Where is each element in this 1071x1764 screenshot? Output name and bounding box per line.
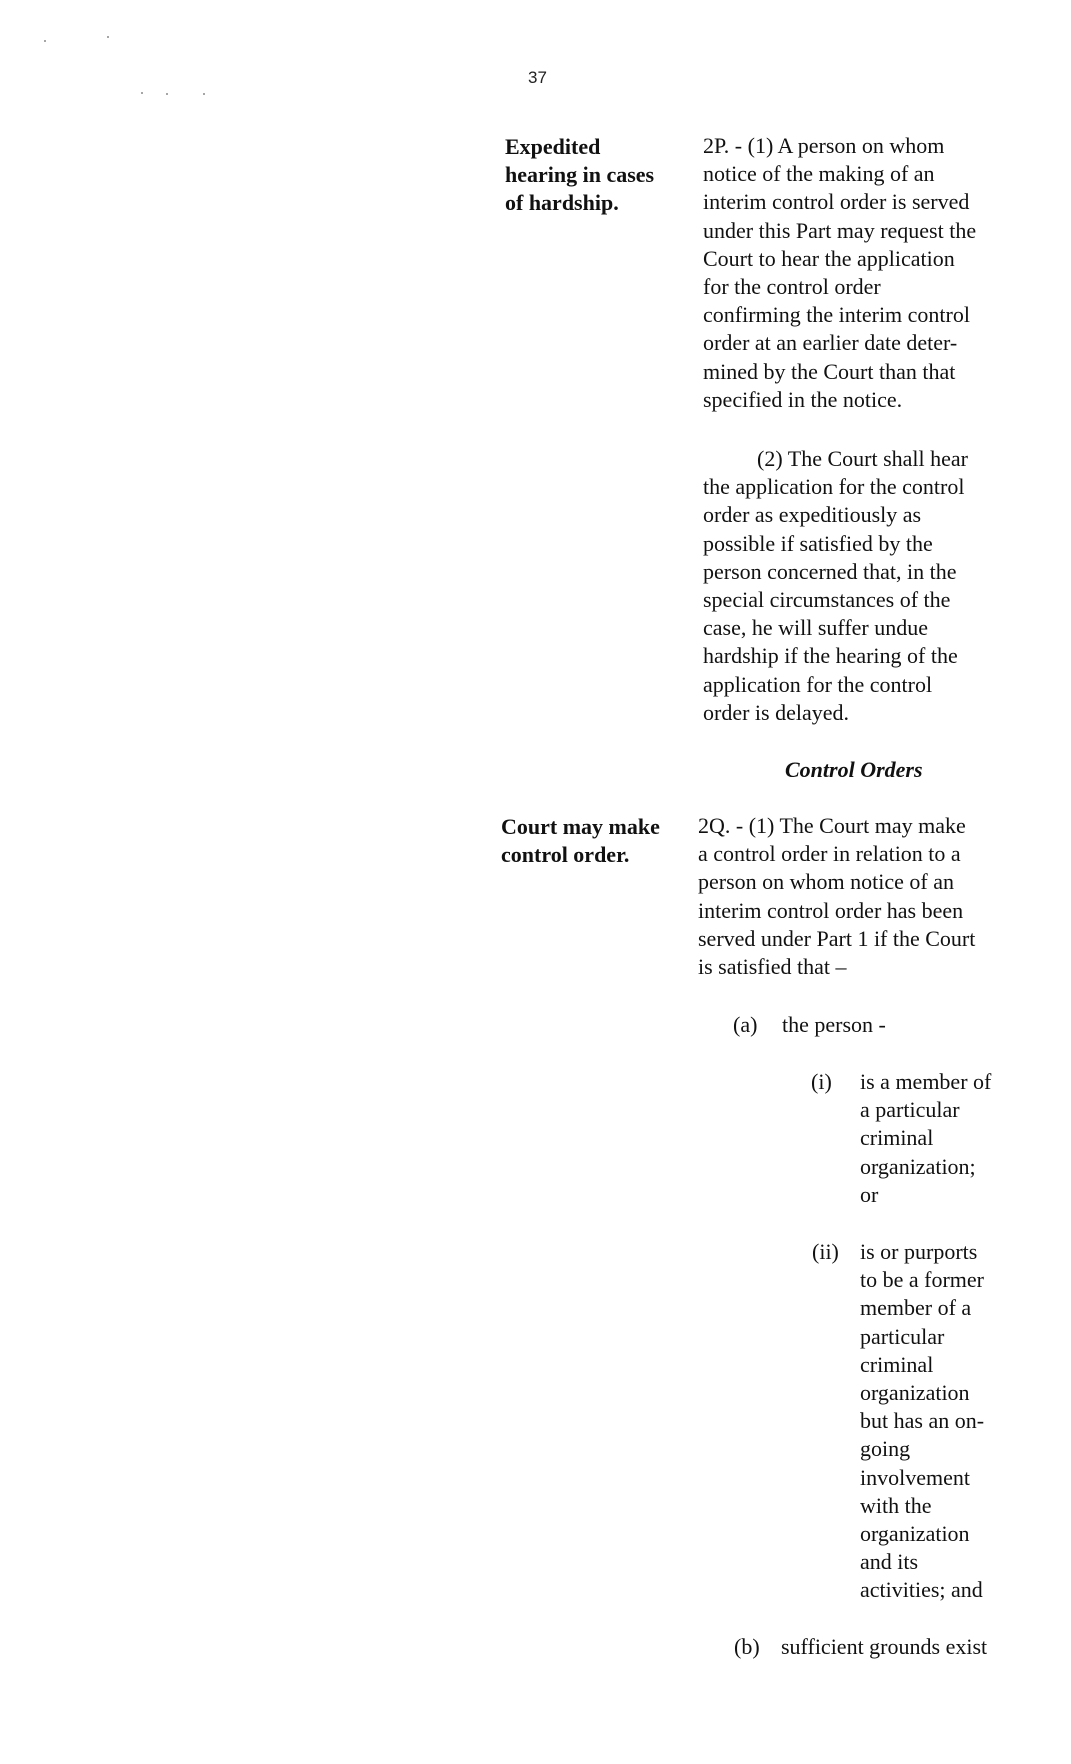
text-line: Court to hear the application: [703, 245, 955, 271]
section-2q-subsection-1: [698, 812, 975, 981]
text-line: is satisfied that –: [698, 954, 847, 980]
margin-note-court-may-make: [501, 813, 660, 869]
text-line: interim control order is served: [703, 189, 970, 215]
margin-note-line: hearing in cases: [505, 162, 655, 187]
text-line: criminal: [860, 1125, 934, 1151]
text-line: 2P. - (1) A person on whom: [703, 133, 945, 158]
scan-speck: [141, 92, 143, 94]
text-line: to be a former: [860, 1267, 984, 1293]
text-line: possible if satisfied by the: [703, 530, 933, 556]
text-line: with the: [860, 1492, 932, 1518]
scan-speck: [107, 36, 109, 38]
item-i-text: [860, 1068, 991, 1209]
text-line: a control order in relation to a: [698, 841, 961, 867]
text-line: organization: [860, 1380, 970, 1406]
text-line: but has an on-: [860, 1408, 985, 1434]
text-line: particular: [860, 1323, 945, 1349]
text-line: person concerned that, in the: [703, 558, 957, 584]
margin-note-line: Court may make: [501, 814, 660, 839]
text-line: involvement: [860, 1464, 970, 1490]
scan-speck: [44, 40, 46, 42]
scan-speck: [166, 93, 168, 95]
item-b-text: sufficient grounds exist: [781, 1634, 988, 1659]
text-line: going: [860, 1436, 911, 1462]
text-line: mined by the Court than that: [703, 358, 956, 384]
text-line: (2) The Court shall hear: [757, 446, 968, 471]
text-line: organization: [860, 1521, 970, 1547]
text-line: the application for the control: [703, 474, 965, 500]
text-line: organization;: [860, 1153, 976, 1179]
text-line: order as expeditiously as: [703, 502, 922, 528]
item-i-label: (i): [811, 1069, 832, 1094]
text-line: order is delayed.: [703, 699, 849, 725]
text-line: and its: [860, 1549, 919, 1575]
item-ii-text: [860, 1238, 984, 1605]
text-line: for the control order: [703, 274, 881, 300]
text-line: criminal: [860, 1351, 934, 1377]
margin-note-expedited-hearing: [505, 133, 654, 217]
text-line: served under Part 1 if the Court: [698, 925, 976, 951]
text-line: activities; and: [860, 1577, 983, 1603]
text-line: under this Part may request the: [703, 217, 977, 243]
scan-speck: [203, 93, 205, 95]
text-line: or: [860, 1181, 879, 1207]
text-line: a particular: [860, 1097, 960, 1123]
page-number: 37: [528, 68, 547, 87]
text-line: is a member of: [860, 1069, 992, 1094]
text-line: person on whom notice of an: [698, 869, 954, 895]
margin-note-line: Expedited: [505, 134, 601, 159]
text-line: notice of the making of an: [703, 161, 935, 187]
item-a-label: (a): [733, 1012, 758, 1037]
text-line: special circumstances of the: [703, 587, 951, 613]
text-line: 2Q. - (1) The Court may make: [698, 813, 966, 838]
section-2p-subsection-1: [703, 132, 976, 414]
item-ii-label: (ii): [812, 1239, 839, 1264]
text-line: case, he will suffer undue: [703, 615, 929, 641]
text-line: confirming the interim control: [703, 302, 970, 328]
item-a-text: the person -: [782, 1012, 886, 1037]
text-line: hardship if the hearing of the: [703, 643, 958, 669]
section-2p-subsection-2: [703, 445, 968, 727]
text-line: application for the control: [703, 671, 933, 697]
text-line: order at an earlier date deter-: [703, 330, 958, 356]
margin-note-line: of hardship.: [505, 190, 619, 215]
text-line: is or purports: [860, 1239, 978, 1264]
item-b-label: (b): [734, 1634, 760, 1659]
section-heading-control-orders: Control Orders: [785, 757, 923, 782]
text-line: specified in the notice.: [703, 386, 903, 412]
text-line: interim control order has been: [698, 897, 964, 923]
margin-note-line: control order.: [501, 842, 630, 867]
text-line: member of a: [860, 1295, 972, 1321]
